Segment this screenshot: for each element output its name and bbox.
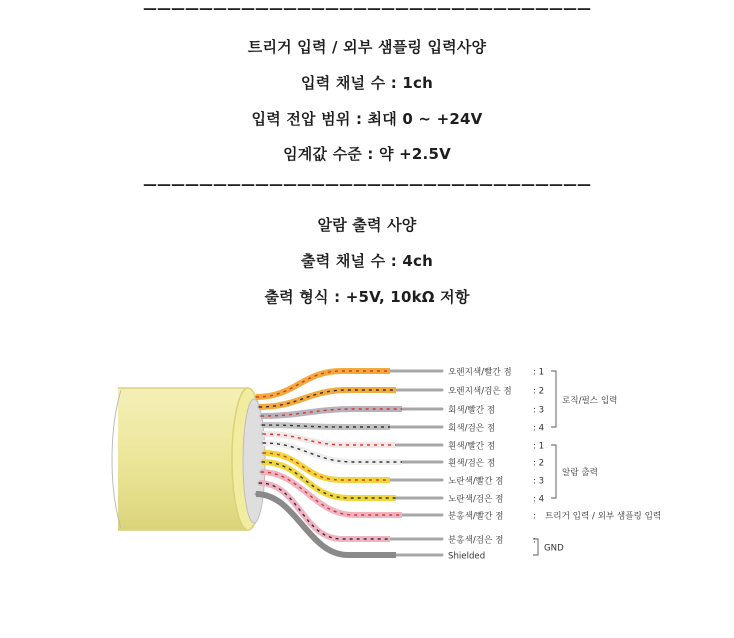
divider-middle: ———————————————————————————————— — [143, 178, 591, 192]
wire-label-10: 분홍색/검은 점 — [448, 535, 504, 546]
pin-groups — [533, 371, 661, 555]
wire-label-2: 오렌지색/검은 점 — [448, 386, 512, 397]
wire-pin-10: : — [533, 535, 536, 546]
alarm-spec-title: 알람 출력 사양 — [317, 216, 417, 234]
wire-pin-1: : 1 — [533, 367, 545, 378]
alarm-output-channels: 출력 채널 수 : 4ch — [301, 252, 433, 270]
wire-4 — [262, 425, 442, 427]
wire-pin-2: : 2 — [533, 386, 545, 397]
wires — [256, 371, 442, 555]
cable-jacket-body — [118, 388, 248, 530]
wire-pin-3: : 3 — [533, 405, 545, 416]
wire-label-8: 노란색/검은 점 — [448, 494, 504, 505]
wire-11 — [256, 494, 442, 555]
alarm-output-format: 출력 형식 : +5V, 10kΩ 저항 — [264, 288, 470, 306]
cable-wiring-diagram — [0, 350, 734, 580]
bracket-logic-pulse-input — [551, 371, 556, 427]
wire-label-3: 회색/빨간 점 — [448, 405, 496, 416]
wire-label-11: Shielded — [448, 551, 486, 562]
trigger-input-channels: 입력 채널 수 : 1ch — [301, 74, 433, 92]
wire-label-1: 오렌지색/빨간 점 — [448, 367, 512, 378]
wire-pin-9: : — [533, 511, 536, 522]
wire-label-4: 회색/검은 점 — [448, 423, 496, 434]
wire-pin-8: : 4 — [533, 494, 545, 505]
wire-label-9: 분홍색/빨간 점 — [448, 511, 504, 522]
wire-label-6: 흰색/검은 점 — [448, 458, 496, 469]
cable-jacket — [112, 388, 265, 530]
bracket-alarm-output — [551, 445, 556, 498]
wire-11-insulation — [256, 494, 396, 555]
wire-pin-5: : 1 — [533, 441, 545, 452]
trigger-threshold-level: 임계값 수준 : 약 +2.5V — [283, 145, 451, 163]
wire-3 — [261, 409, 442, 416]
trigger-spec-title: 트리거 입력 / 외부 샘플링 입력사양 — [247, 38, 487, 56]
group-label-logic-pulse-input: 로직/펄스 입력 — [562, 396, 618, 406]
divider-top: ———————————————————————————————— — [143, 2, 591, 16]
wire-label-7: 노란색/빨간 점 — [448, 476, 504, 487]
wire-labels — [448, 366, 544, 562]
wire-pin-6: : 2 — [533, 458, 545, 469]
group-label-trigger-external-sampling: 트리거 입력 / 외부 샘플링 입력 — [545, 511, 662, 522]
wire-1 — [256, 371, 442, 397]
trigger-input-voltage-range: 입력 전압 범위 : 최대 0 ~ +24V — [251, 110, 483, 128]
wire-pin-4: : 4 — [533, 423, 545, 434]
wire-label-5: 흰색/빨간 점 — [448, 441, 496, 452]
wire-pin-7: : 3 — [533, 476, 545, 487]
group-label-gnd: GND — [544, 543, 564, 554]
group-label-alarm-output: 알람 출력 — [562, 468, 598, 478]
